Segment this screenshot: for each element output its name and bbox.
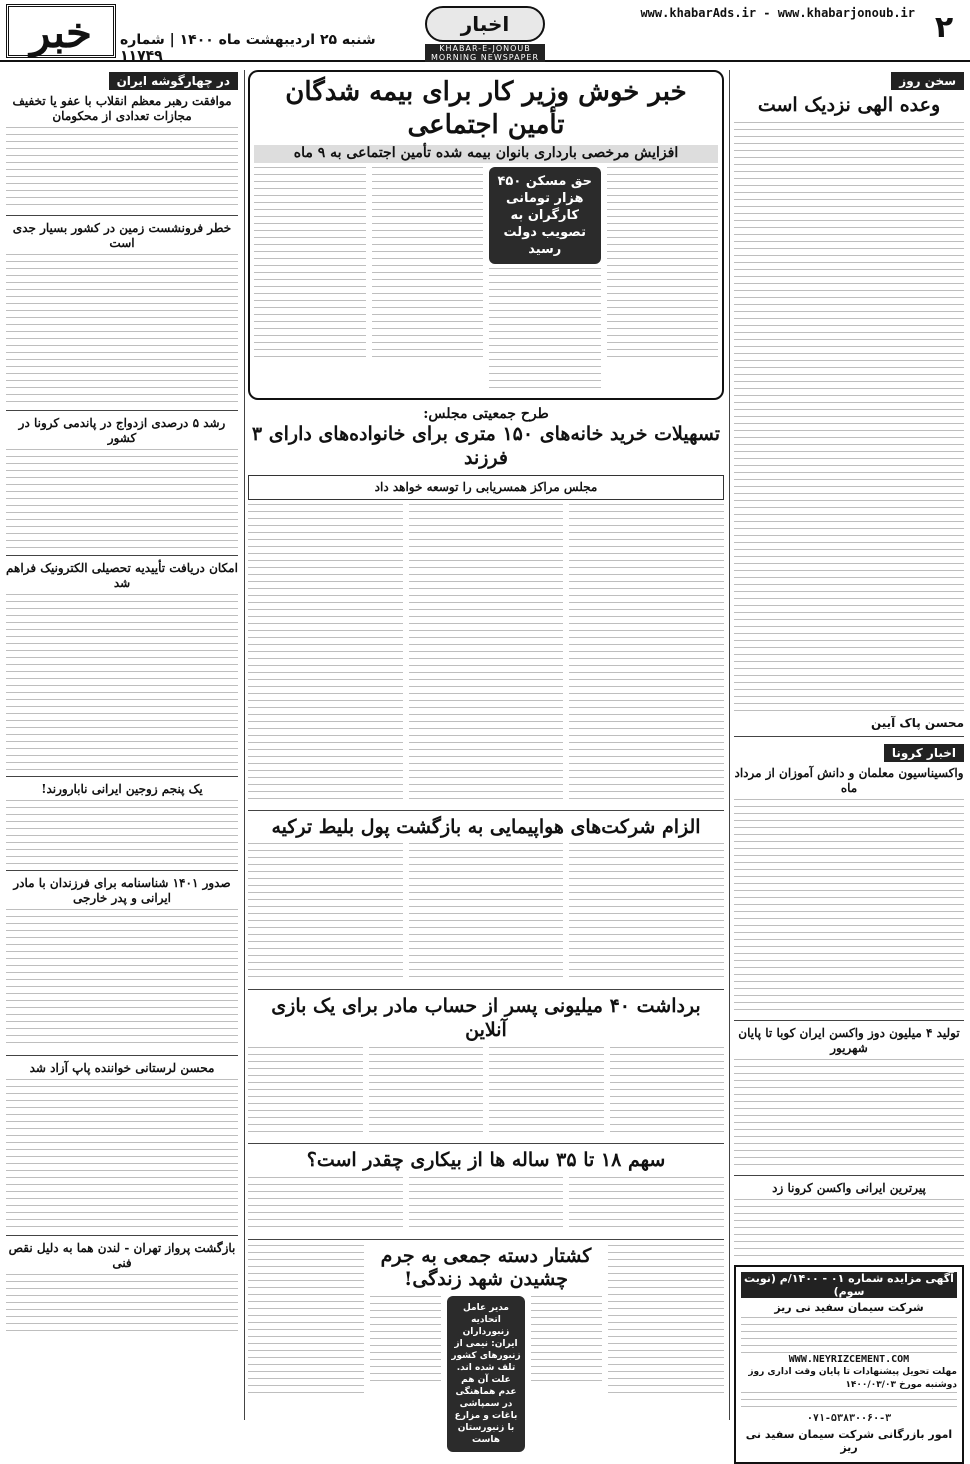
game-title: برداشت ۴۰ میلیونی پسر از حساب مادر برای یک بازی آنلاین: [271, 995, 701, 1041]
bee-callout: مدیر عامل اتحادیه زنبورداران ایران: نیمی از زنبورهای کشور تلف شده اند. علت آن هم عدم هماهنگی در سمپاشی باغات و مزارع با زنبورستان هاست: [447, 1296, 526, 1452]
airline-story: [248, 816, 724, 984]
lead-body: [254, 167, 366, 363]
ad-title: آگهی مزایده شماره ۰۱ - ۱۴۰۰/م (نوبت سوم): [741, 1272, 957, 1298]
bee-body: [608, 1245, 724, 1395]
airline-body: [569, 843, 724, 983]
game-body: [489, 1047, 604, 1137]
unemployment-body: [248, 1177, 403, 1233]
lead-story: [248, 70, 724, 400]
section-title: اخبار: [425, 6, 545, 42]
ad-deadline: مهلت تحویل پیشنهادات تا پایان وقت اداری روز دوشنبه مورخ ۱۴۰۰/۰۳/۰۳: [748, 1366, 957, 1390]
page-number: ۲: [934, 10, 954, 45]
masthead: [0, 0, 970, 62]
story-body: [734, 799, 964, 1014]
site-urls[interactable]: www.khabarAds.ir - www.khabarjonoub.ir: [640, 6, 915, 20]
story-title: تولید ۴ میلیون دوز واکسن ایران کوبا تا پایان شهریور: [738, 1025, 960, 1055]
story-body: [734, 1059, 964, 1169]
brief-title: بازگشت پرواز تهران - لندن هما به دلیل نقص فنی: [8, 1241, 236, 1270]
airline-body: [248, 843, 403, 983]
ad-footer: امور بازرگانی شرکت سیمان سفید نی ریز: [745, 1427, 953, 1454]
editorial-body: [734, 122, 964, 712]
ad-url[interactable]: WWW.NEYRIZCEMENT.COM: [788, 1353, 910, 1365]
province-tag: در چهارگوشه ایران: [109, 72, 238, 90]
ad-body: [741, 1392, 957, 1412]
brief-title: رشد ۵ درصدی ازدواج در پاندمی کرونا در کشور: [18, 416, 226, 445]
story-body: [734, 1199, 964, 1259]
lead-title: خبر خوش وزیر کار برای بیمه شدگان تأمین اجتماعی: [285, 77, 687, 140]
lead-body: [372, 167, 484, 363]
right-column: [734, 70, 964, 1464]
auction-ad: [734, 1265, 964, 1464]
brief-title: محسن لرستانی خواننده پاپ آزاد شد: [29, 1061, 215, 1075]
game-body: [369, 1047, 484, 1137]
editorial-tag: سخن روز: [891, 72, 964, 90]
brief-body: [6, 594, 238, 770]
plan-body: [248, 504, 403, 804]
bee-story: [248, 1245, 724, 1453]
unemployment-body: [569, 1177, 724, 1233]
unemployment-title: سهم ۱۸ تا ۳۵ ساله ها از بیکاری چقدر است؟: [306, 1148, 666, 1171]
bee-body: [531, 1296, 602, 1386]
brief-title: موافقت رهبر معظم انقلاب با عفو یا تخفیف مجازات تعدادی از محکومان: [12, 94, 232, 123]
plan-story: [248, 406, 724, 804]
left-column: [6, 70, 238, 1340]
issue-date: شنبه ۲۵ اردیبهشت ماه ۱۴۰۰ | شماره ۱۱۷۴۹: [120, 32, 376, 64]
brief-title: صدور ۱۴۰۱ شناسنامه برای فرزندان با مادر ایرانی و پدر خارجی: [13, 876, 231, 905]
bee-body: [370, 1296, 441, 1386]
brief-title: امکان دریافت تأییدیه تحصیلی الکترونیک فراهم شد: [6, 561, 238, 590]
airline-body: [409, 843, 564, 983]
brief-body: [6, 254, 238, 404]
corona-tag: اخبار کرونا: [884, 744, 964, 762]
center-column: [248, 70, 724, 1458]
ad-company: شرکت سیمان سفید نی ریز: [774, 1300, 924, 1314]
brief-body: [6, 1079, 238, 1229]
brief-body: [6, 909, 238, 1049]
unemployment-body: [409, 1177, 564, 1233]
game-body: [610, 1047, 725, 1137]
ad-body: [741, 1317, 957, 1353]
newspaper-logo: خبر: [6, 4, 116, 58]
brief-body: [6, 449, 238, 549]
brief-body: [6, 1274, 238, 1334]
plan-kicker: طرح جمعیتی مجلس:: [423, 405, 549, 422]
lead-body: [489, 268, 601, 394]
lead-subtitle: افزایش مرخصی بارداری بانوان بیمه شده تأمین اجتماعی به ۹ ماه: [254, 145, 718, 163]
game-story: [248, 995, 724, 1137]
bee-body: [248, 1245, 364, 1395]
story-title: پیرترین ایرانی واکسن کرونا زد: [772, 1180, 926, 1195]
plan-body: [569, 504, 724, 804]
brief-title: یک پنجم زوجین ایرانی نابارورند!: [41, 782, 203, 796]
editorial-author: محسن پاک آیین: [870, 715, 964, 730]
game-body: [248, 1047, 363, 1137]
plan-subtitle: مجلس مراکز همسریابی را توسعه خواهد داد: [248, 475, 724, 500]
lead-callout: حق مسکن ۴۵۰ هزار تومانی کارگران به تصویب دولت رسید: [489, 167, 601, 264]
story-title: واکسیناسیون معلمان و دانش آموزان از مرداد ماه: [734, 765, 964, 795]
lead-body: [607, 167, 719, 363]
column-divider: [729, 70, 730, 1420]
ad-phone: ۰۷۱-۵۳۸۳۰۰۶۰-۳: [806, 1412, 892, 1424]
brief-body: [6, 800, 238, 864]
column-divider: [244, 70, 245, 1420]
plan-body: [409, 504, 564, 804]
unemployment-story: [248, 1149, 724, 1233]
airline-title: الزام شرکت‌های هواپیمایی به بازگشت پول بلیط ترکیه: [271, 815, 701, 838]
plan-title: تسهیلات خرید خانه‌های ۱۵۰ متری برای خانواده‌های دارای ۳ فرزند: [251, 423, 721, 469]
brief-body: [6, 127, 238, 209]
newspaper-subtitle: KHABAR-E-JONOUB MORNING NEWSPAPER: [425, 44, 545, 62]
bee-title: کشتار دسته جمعی به جرم چشیدن شهد زندگی!: [380, 1244, 592, 1291]
editorial-title: وعده الهی نزدیک است: [757, 94, 941, 116]
brief-title: خطر فرونشست زمین در کشور بسیار جدی است: [12, 221, 232, 250]
